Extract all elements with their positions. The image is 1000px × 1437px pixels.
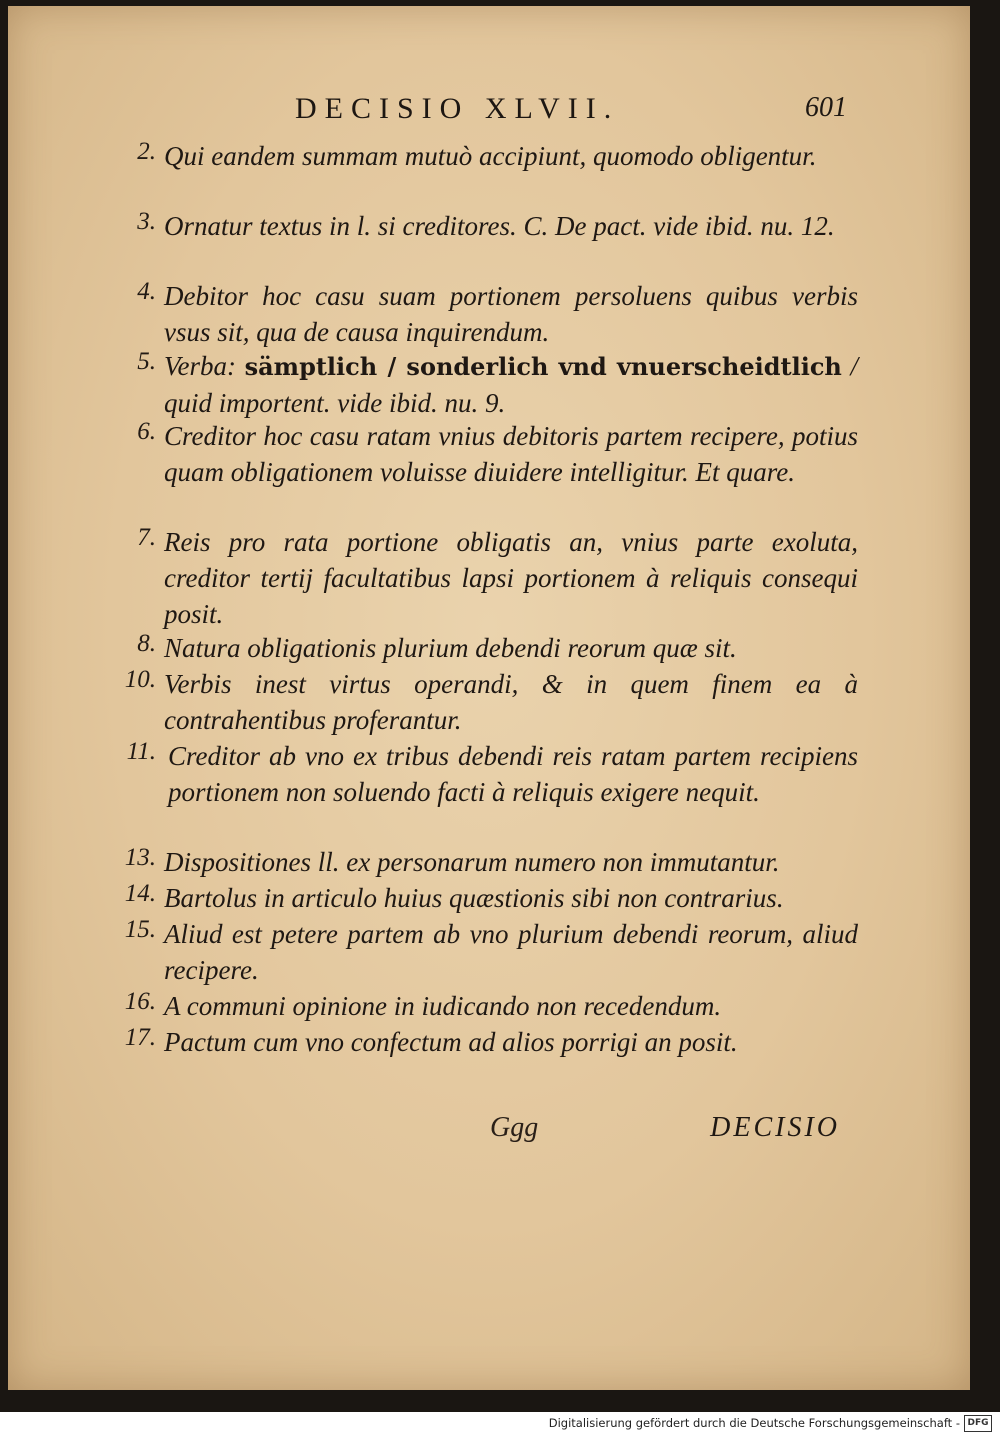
- entry-number: 15.: [124, 916, 156, 943]
- running-head: [295, 92, 855, 132]
- entry-text: Reis pro rata portione obligatis an, vnius parte exoluta, creditor tertij facultatibus lapsi portionem à reliquis consequi posit.: [164, 527, 858, 629]
- summary-entry: [108, 208, 858, 278]
- entry-number: 3.: [137, 208, 156, 235]
- entry-text: Verbis inest virtus operandi, & in quem finem ea à contrahentibus proferantur.: [164, 669, 858, 735]
- summary-entry: [108, 916, 858, 988]
- entry-text: [164, 348, 858, 421]
- summary-entry: [108, 738, 858, 844]
- dfg-logo-icon: DFG: [964, 1415, 992, 1432]
- summary-entry: [108, 844, 858, 880]
- summary-entry: [108, 418, 858, 524]
- entry-text: Bartolus in articulo huius quæstionis sibi non contrarius.: [164, 883, 784, 913]
- entry-number: 6.: [137, 418, 156, 445]
- entry-text: Ornatur textus in l. si creditores. C. De pact. vide ibid. nu. 12.: [164, 211, 835, 241]
- entry-number: 7.: [137, 524, 156, 551]
- running-head-title: DECISIO XLVII.: [295, 92, 620, 125]
- digitization-bar: [0, 1412, 1000, 1437]
- entry-text: Pactum cum vno confectum ad alios porrigi an posit.: [164, 1027, 738, 1057]
- entry-text: Qui eandem summam mutuò accipiunt, quomodo obligentur.: [164, 141, 817, 171]
- entry-number: 4.: [137, 278, 156, 305]
- summary-entry: [108, 630, 858, 666]
- summary-entry: [108, 524, 858, 630]
- summary-entry: [108, 278, 858, 348]
- entry-text: Aliud est petere partem ab vno plurium debendi reorum, aliud recipere.: [164, 919, 858, 985]
- entry-number: 10.: [124, 666, 156, 693]
- summary-entry: [108, 880, 858, 916]
- summary-entry: [108, 666, 858, 738]
- summary-entry: [108, 138, 858, 208]
- entry-number: 16.: [124, 988, 156, 1015]
- catchword: DECISIO: [710, 1112, 840, 1143]
- entry-text: Debitor hoc casu suam portionem persoluens quibus verbis vsus sit, qua de causa inquirendum.: [164, 281, 858, 347]
- page-footer: [490, 1112, 840, 1152]
- entry-text: Natura obligationis plurium debendi reorum quæ sit.: [164, 633, 737, 663]
- summary-entry: [108, 1024, 858, 1060]
- entry-number: 11.: [126, 738, 156, 765]
- signature-mark: Ggg: [490, 1112, 539, 1143]
- entry-number: 14.: [124, 880, 156, 907]
- entry-text: A communi opinione in iudicando non recedendum.: [164, 991, 722, 1021]
- entry-number: 2.: [137, 138, 156, 165]
- entry-text-post: / quid importent. vide ibid. nu. 9.: [164, 351, 859, 418]
- entry-text: Creditor hoc casu ratam vnius debitoris partem recipere, potius quam obligationem voluisse diuidere intelligitur. Et quare.: [164, 421, 858, 487]
- entry-text-pre: Verba:: [164, 351, 236, 381]
- entry-number: 8.: [137, 630, 156, 657]
- entry-number: 5.: [137, 348, 156, 375]
- entry-number: 13.: [124, 844, 156, 871]
- summary-entry: [108, 348, 858, 418]
- entry-text-blackletter: sämptlich / sonderlich vnd vnuerscheidtlich: [244, 352, 842, 381]
- entry-text: Dispositiones ll. ex personarum numero non immutantur.: [164, 847, 780, 877]
- summary-entry: [108, 988, 858, 1024]
- page-number: 601: [805, 92, 847, 123]
- digitization-notice: Digitalisierung gefördert durch die Deutsche Forschungsgemeinschaft -: [548, 1416, 960, 1430]
- entry-text: Creditor ab vno ex tribus debendi reis ratam partem recipiens portionem non soluendo facti à reliquis exigere nequit.: [168, 741, 858, 807]
- summary-list: [108, 138, 858, 1060]
- entry-number: 17.: [124, 1024, 156, 1051]
